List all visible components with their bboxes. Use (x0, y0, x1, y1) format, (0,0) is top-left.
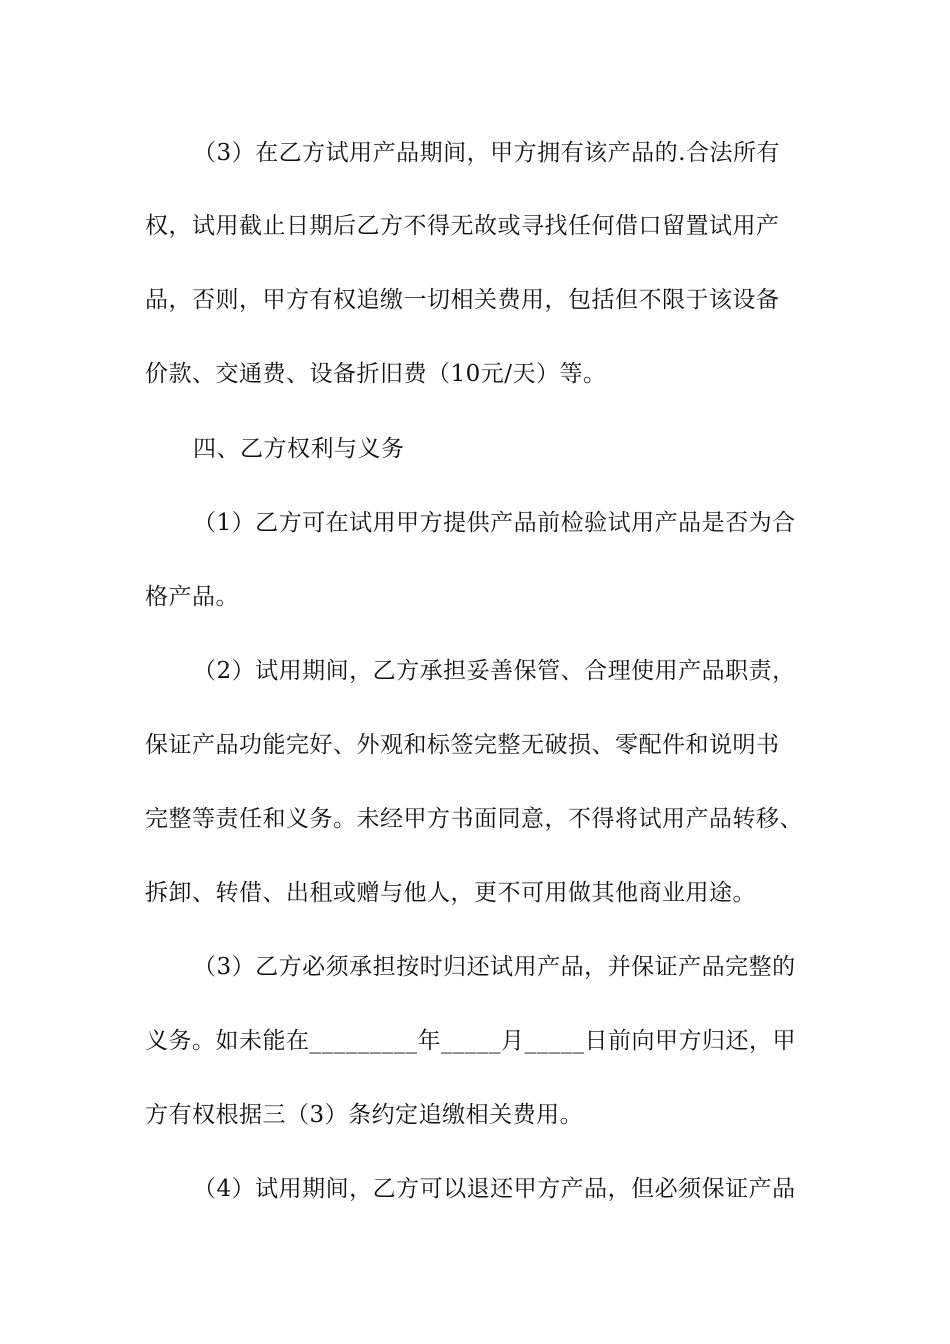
line-b-clause-3-cont-1: 义务。如未能在_________年_____月_____日前向甲方归还，甲 (145, 1028, 796, 1054)
line-b-clause-2-end: 拆卸、转借、出租或赠与他人，更不可用做其他商业用途。 (145, 880, 756, 906)
line-clause-3-end: 价款、交通费、设备折旧费（10元/天）等。 (145, 361, 607, 387)
line-b-clause-3-end: 方有权根据三（3）条约定追缴相关费用。 (145, 1102, 584, 1128)
line-clause-3-start: （3）在乙方试用产品期间，甲方拥有该产品的.合法所有 (193, 140, 780, 166)
line-b-clause-3-start: （3）乙方必须承担按时归还试用产品，并保证产品完整的 (193, 954, 796, 980)
line-b-clause-4-start: （4）试用期间，乙方可以退还甲方产品，但必须保证产品 (193, 1176, 796, 1202)
line-b-clause-2-cont-1: 保证产品功能完好、外观和标签完整无破损、零配件和说明书 (145, 732, 780, 758)
line-b-clause-2-cont-2: 完整等责任和义务。未经甲方书面同意，不得将试用产品转移、 (145, 806, 803, 832)
line-b-clause-2-start: （2）试用期间，乙方承担妥善保管、合理使用产品职责， (193, 658, 796, 684)
line-b-clause-1-end: 格产品。 (145, 584, 239, 610)
line-clause-3-cont-1: 权，试用截止日期后乙方不得无故或寻找任何借口留置试用产 (145, 213, 780, 239)
section-heading-party-b-rights: 四、乙方权利与义务 (193, 436, 405, 462)
line-clause-3-cont-2: 品，否则，甲方有权追缴一切相关费用，包括但不限于该设备 (145, 287, 780, 313)
line-b-clause-1-start: （1）乙方可在试用甲方提供产品前检验试用产品是否为合 (193, 510, 796, 536)
